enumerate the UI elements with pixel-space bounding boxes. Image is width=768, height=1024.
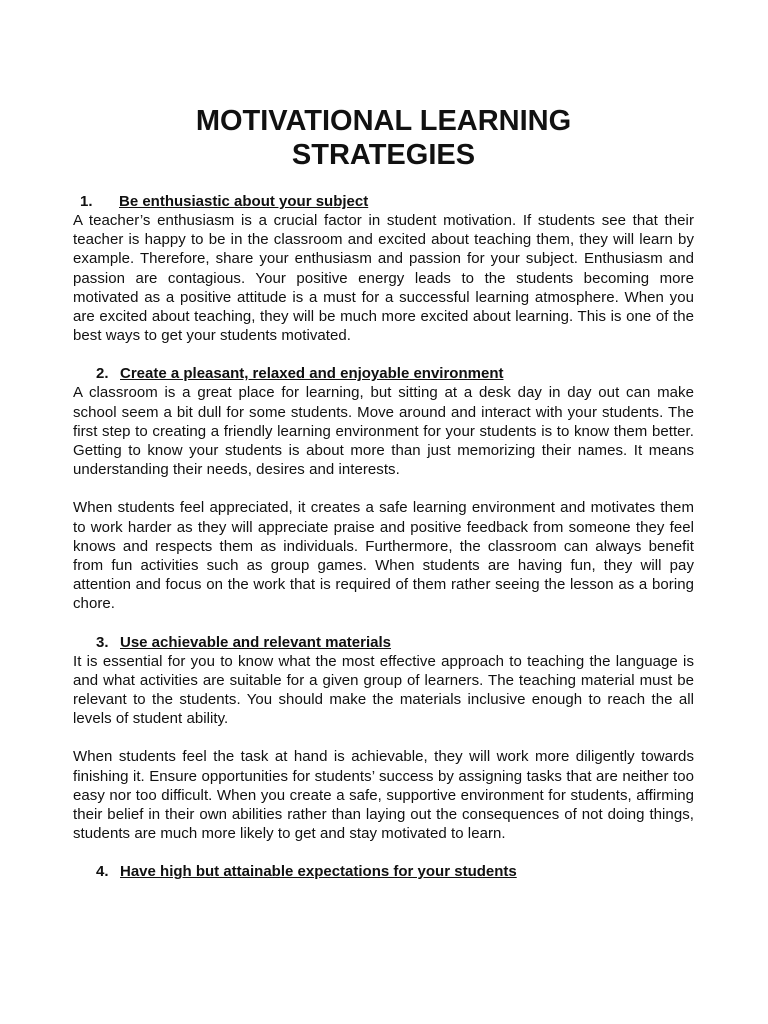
section-3-heading bbox=[73, 633, 694, 652]
section-2-paragraph-1: A classroom is a great place for learning, but sitting at a desk day in day out can make school seem a bit dull for some students. Move around and interact with your students. The first step to creating a friendly learning environment for your students is to know them better. Getting to know your students is about more than just memorizing their names. It means understanding their needs, desires and interests. bbox=[73, 384, 694, 479]
section-3-paragraph-1: It is essential for you to know what the most effective approach to teaching the language is and what activities are suitable for a given group of learners. The teaching material must be relevant to the students. You should make the materials inclusive enough to reach the all levels of student ability. bbox=[73, 652, 694, 728]
section-title: Use achievable and relevant materials bbox=[120, 633, 391, 651]
document-title bbox=[73, 104, 694, 172]
document-page bbox=[73, 104, 694, 881]
section-4-heading bbox=[73, 862, 694, 881]
section-title: Have high but attainable expectations for your students bbox=[120, 863, 517, 881]
title-line-1: MOTIVATIONAL LEARNING bbox=[195, 105, 572, 137]
section-number: 2. bbox=[96, 365, 109, 383]
section-number: 1. bbox=[80, 193, 93, 210]
title-line-2: STRATEGIES bbox=[291, 139, 476, 171]
section-title: Create a pleasant, relaxed and enjoyable environment bbox=[120, 365, 504, 383]
section-number: 3. bbox=[96, 633, 109, 651]
section-1-heading bbox=[73, 192, 694, 211]
section-3-paragraph-2: When students feel the task at hand is achievable, they will work more diligently towards finishing it. Ensure opportunities for students’ success by assigning tasks that are neither too easy nor too difficult. When you create a safe, supportive environment for students, affirming their belief in their own abilities rather than laying out the consequences of not doing things, students are much more likely to get and stay motivated to learn. bbox=[73, 748, 694, 843]
section-1-paragraph-1: A teacher’s enthusiasm is a crucial factor in student motivation. If students see that their teacher is happy to be in the classroom and excited about teaching them, they will learn by example. Therefore, share your enthusiasm and passion for your subject. Enthusiasm and passion are contagious. Your positive energy leads to the students becoming more motivated as a positive attitude is a must for a successful learning atmosphere. When you are excited about teaching, they will be much more excited about learning. This is one of the best ways to get your students motivated. bbox=[73, 212, 694, 345]
section-number: 4. bbox=[96, 863, 109, 881]
section-2-paragraph-2: When students feel appreciated, it creates a safe learning environment and motivates them to work harder as they will appreciate praise and positive feedback from someone they feel knows and respects them as individuals. Furthermore, the classroom can always benefit from fun activities such as group games. When students are having fun, they will pay attention and focus on the work that is required of them rather seeing the lesson as a boring chore. bbox=[73, 499, 694, 613]
section-title: Be enthusiastic about your subject bbox=[119, 193, 369, 210]
section-2-heading bbox=[73, 364, 694, 383]
